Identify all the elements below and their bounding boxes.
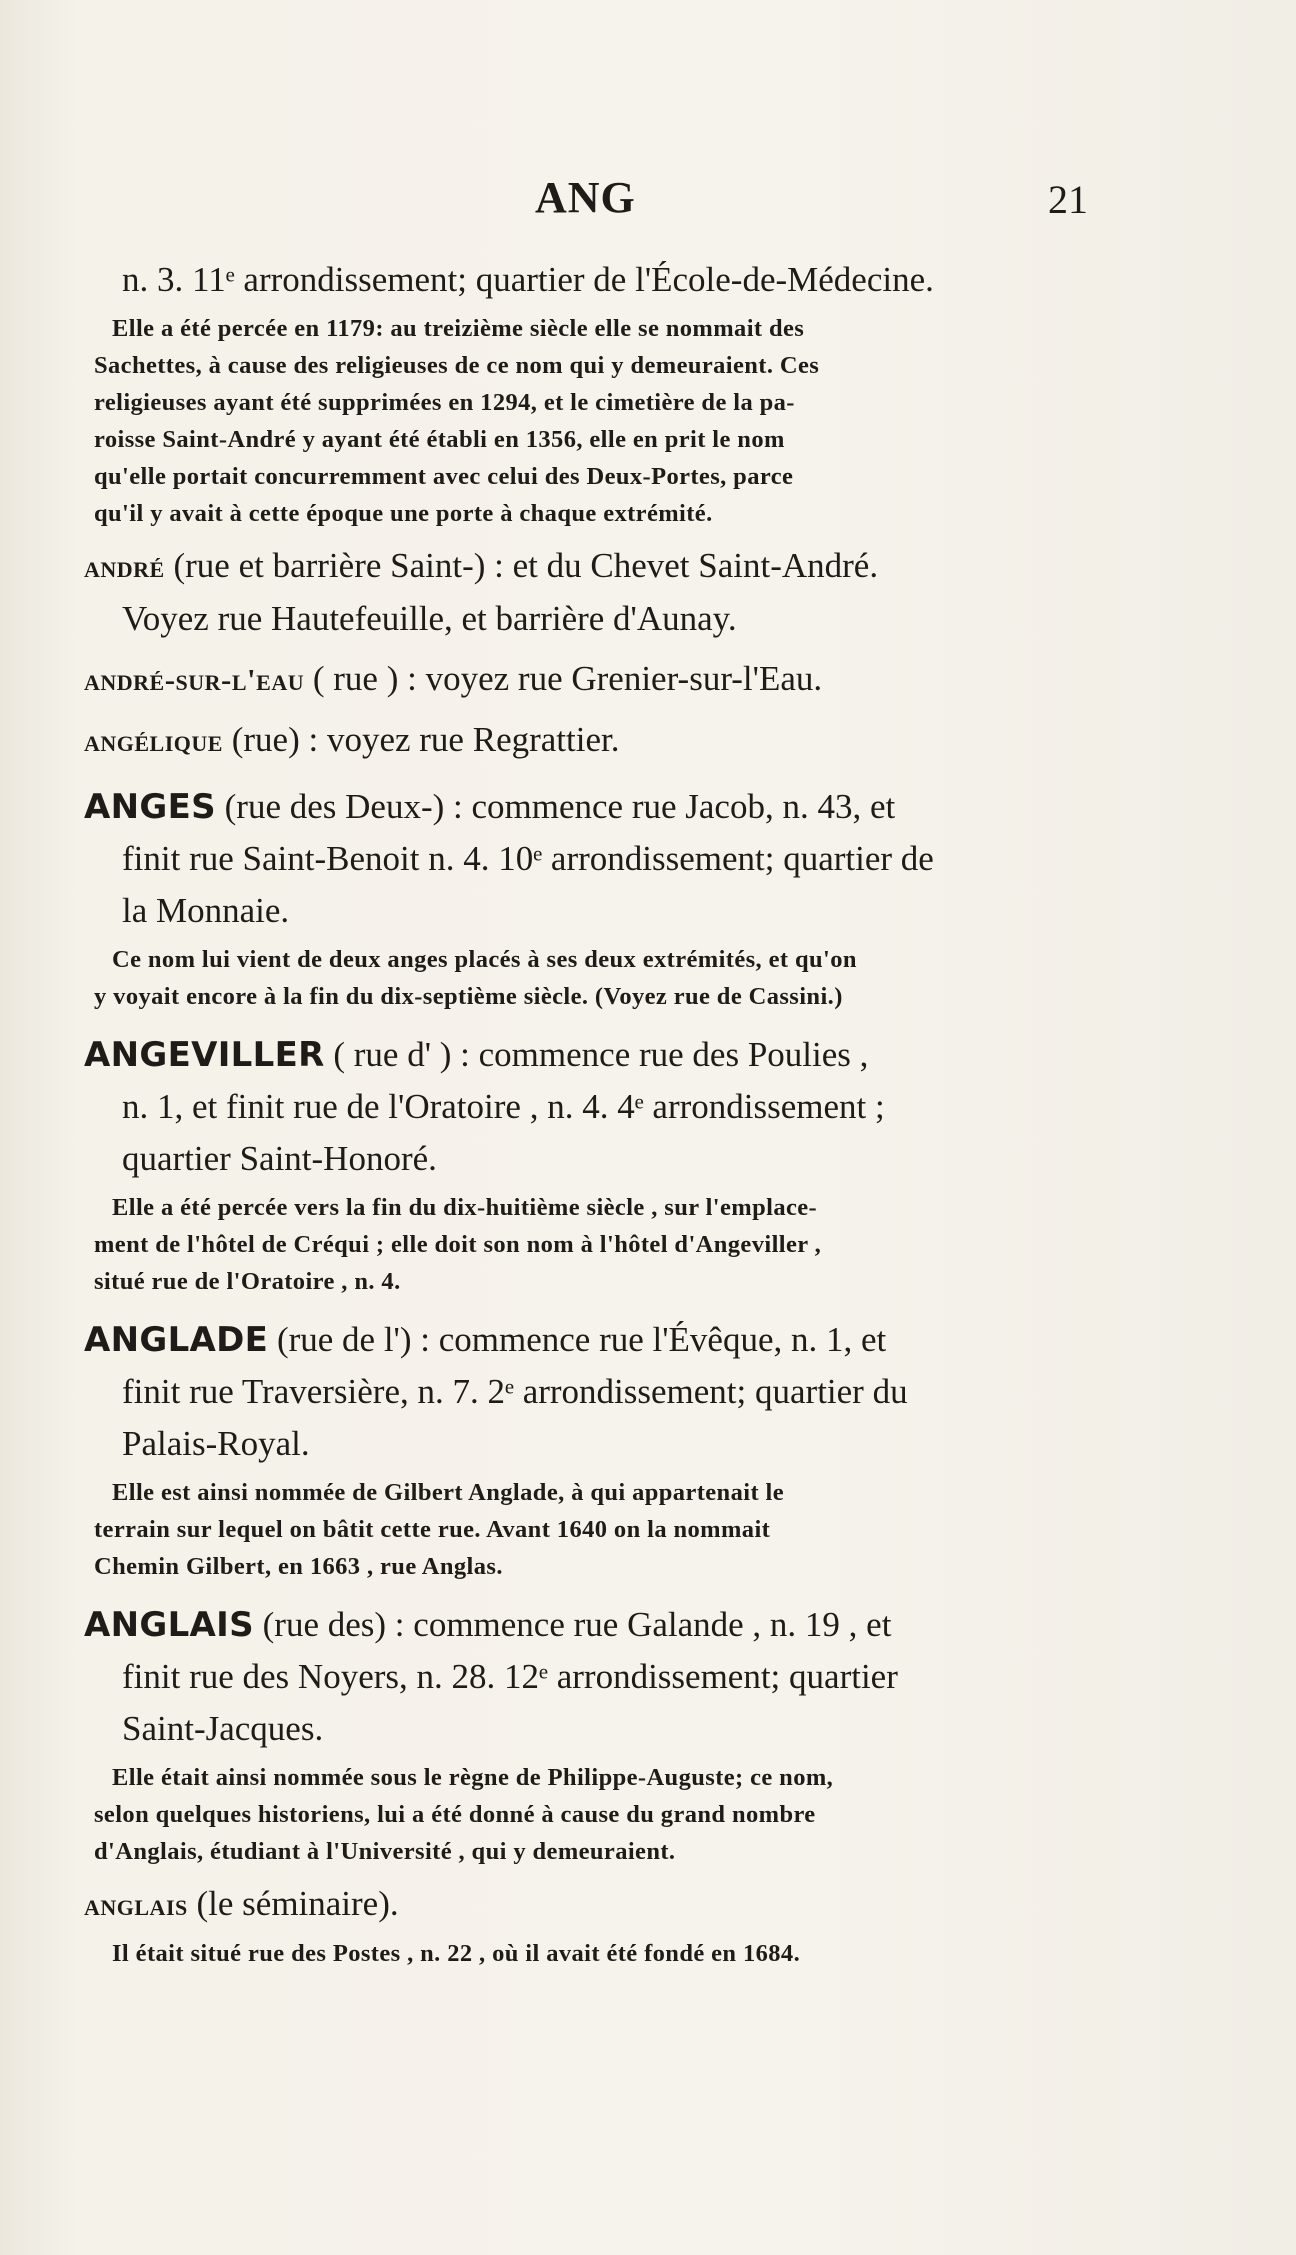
entry-note <box>84 1189 1104 1300</box>
entry-line: (le séminaire). <box>196 1884 399 1923</box>
note-line: Elle a été percée vers la fin du dix-huitième siècle , sur l'emplace- <box>112 1194 818 1221</box>
entry-line: Saint-Jacques. <box>122 1709 324 1748</box>
note-line: roisse Saint-André y ayant été établi en 1356, elle en prit le nom <box>94 426 785 453</box>
note-line: qu'il y avait à cette époque une porte à chaque extrémité. <box>94 500 713 527</box>
entry-line: (rue de l') : commence rue l'Évêque, n. 1, et <box>276 1320 887 1359</box>
entry-angelique <box>84 714 1104 767</box>
entry-line: finit rue Saint-Benoit n. 4. 10ᵉ arrondissement; quartier de <box>122 839 934 878</box>
entry-anglais-rue <box>84 1599 1104 1870</box>
entry-line: quartier Saint-Honoré. <box>122 1139 437 1178</box>
page-body <box>84 246 1104 1980</box>
entry-anges <box>84 781 1104 1015</box>
note-line: Ce nom lui vient de deux anges placés à ses deux extrémités, et qu'on <box>112 946 857 973</box>
note-line: religieuses ayant été supprimées en 1294, et le cimetière de la pa- <box>94 389 795 416</box>
note-line: selon quelques historiens, lui a été donné à cause du grand nombre <box>94 1801 816 1828</box>
entry-andre <box>84 540 1104 645</box>
entry-headword: ANGLADE <box>84 1320 269 1360</box>
entry-line: (rue et barrière Saint-) : et du Chevet Saint-André. <box>173 546 879 585</box>
note-line: y voyait encore à la fin du dix-septième siècle. (Voyez rue de Cassini.) <box>94 983 843 1010</box>
entry-headword: ANGES <box>84 787 216 827</box>
entry-note <box>84 941 1104 1015</box>
note-line: Elle est ainsi nommée de Gilbert Anglade, à qui appartenait le <box>112 1479 785 1506</box>
note-line: qu'elle portait concurremment avec celui des Deux-Portes, parce <box>94 463 794 490</box>
note-line: Elle était ainsi nommée sous le règne de Philippe-Auguste; ce nom, <box>112 1764 834 1791</box>
entry-line: Palais-Royal. <box>122 1424 310 1463</box>
note-line: situé rue de l'Oratoire , n. 4. <box>94 1268 401 1295</box>
entry-angeviller <box>84 1029 1104 1300</box>
entry-line: n. 1, et finit rue de l'Oratoire , n. 4. 4ᵉ arrondissement ; <box>122 1087 885 1126</box>
page-number: 21 <box>1048 177 1088 222</box>
entry-headword: andré-sur-l'eau <box>84 662 305 697</box>
entry-line: n. 3. 11ᵉ arrondissement; quartier de l'École-de-Médecine. <box>122 260 934 299</box>
entry-line: (rue) : voyez rue Regrattier. <box>231 720 620 759</box>
entry-headword: ANGEVILLER <box>84 1035 325 1075</box>
note-line: Sachettes, à cause des religieuses de ce nom qui y demeuraient. Ces <box>94 352 820 379</box>
entry-line: ( rue d' ) : commence rue des Poulies , <box>333 1035 869 1074</box>
entry-headword: ANGLAIS <box>84 1605 254 1645</box>
entry-line: Voyez rue Hautefeuille, et barrière d'Aunay. <box>122 599 737 638</box>
note-line: terrain sur lequel on bâtit cette rue. Avant 1640 on la nommait <box>94 1516 771 1543</box>
note-line: Il était situé rue des Postes , n. 22 , où il avait été fondé en 1684. <box>112 1940 801 1967</box>
entry-line: finit rue Traversière, n. 7. 2ᵉ arrondissement; quartier du <box>122 1372 908 1411</box>
entry-headword: andré <box>84 549 165 584</box>
note-line: Elle a été percée en 1179: au treizième siècle elle se nommait des <box>112 315 805 342</box>
page-header <box>0 172 1296 232</box>
entry-line: finit rue des Noyers, n. 28. 12ᵉ arrondissement; quartier <box>122 1657 898 1696</box>
entry-line: (rue des) : commence rue Galande , n. 19 , et <box>262 1605 892 1644</box>
entry-note <box>84 1759 1104 1870</box>
entry-anglais-seminaire <box>84 1878 1104 1972</box>
entry-line: (rue des Deux-) : commence rue Jacob, n. 43, et <box>224 787 896 826</box>
entry-note <box>84 1474 1104 1585</box>
entry-anglade <box>84 1314 1104 1585</box>
entry-andre-sur-l-eau <box>84 653 1104 706</box>
note-line: Chemin Gilbert, en 1663 , rue Anglas. <box>94 1553 503 1580</box>
entry-line: ( rue ) : voyez rue Grenier-sur-l'Eau. <box>312 659 823 698</box>
entry-continuation <box>84 254 1104 532</box>
running-head: ANG <box>535 173 636 222</box>
entry-headword: anglais <box>84 1887 188 1922</box>
entry-note <box>84 310 1104 532</box>
entry-headword: angélique <box>84 723 223 758</box>
note-line: ment de l'hôtel de Créqui ; elle doit son nom à l'hôtel d'Angeviller , <box>94 1231 822 1258</box>
note-line: d'Anglais, étudiant à l'Université , qui y demeuraient. <box>94 1838 676 1865</box>
entry-line: la Monnaie. <box>122 891 290 930</box>
entry-note <box>84 1935 1104 1972</box>
